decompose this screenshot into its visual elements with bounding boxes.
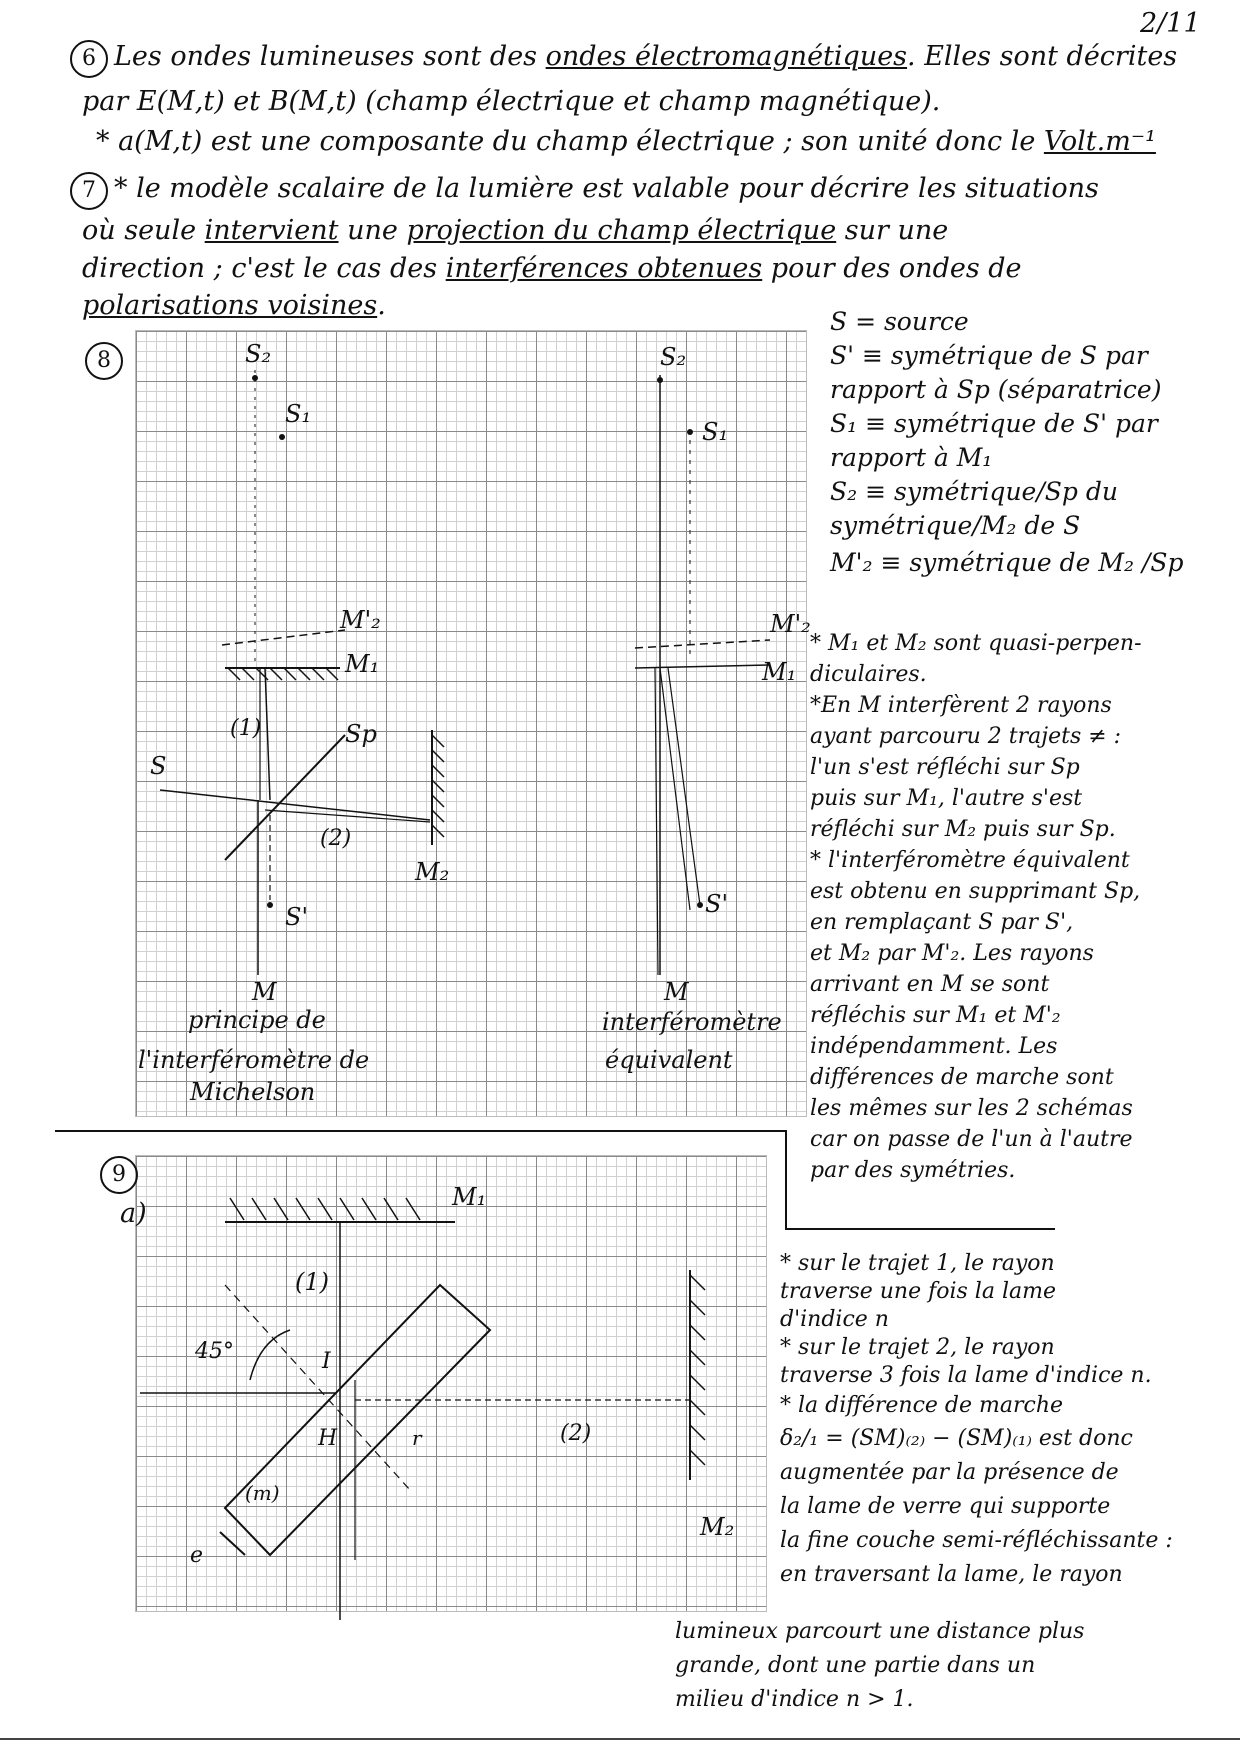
q9-angle-arc — [250, 1330, 290, 1380]
q9-normal-dashed — [225, 1285, 410, 1490]
q9-note-line: en traversant la lame, le rayon — [780, 1562, 1123, 1587]
q6-line1-a: Les ondes lumineuses sont des — [114, 41, 546, 72]
label-m-right: M — [664, 978, 689, 1006]
note-line: les mêmes sur les 2 schémas — [810, 1096, 1133, 1121]
q7-line4-b: . — [377, 290, 386, 321]
note-line: différences de marche sont — [810, 1065, 1114, 1090]
note-line: arrivant en M se sont — [810, 972, 1050, 997]
note-line: indépendamment. Les — [810, 1034, 1058, 1059]
q9-label-m2: M₂ — [700, 1513, 735, 1541]
def-line: S₂ ≡ symétrique/Sp du — [830, 477, 1118, 506]
q9-note-line: la lame de verre qui supporte — [780, 1494, 1111, 1519]
note-line: par des symétries. — [810, 1158, 1016, 1183]
q6-line3-a: * a(M,t) est une composante du champ électrique ; son unité donc le — [96, 126, 1044, 157]
q6-number: 6 — [70, 40, 108, 78]
q9-number-circle: 9 — [100, 1156, 138, 1194]
q9-note-line: * la différence de marche — [780, 1393, 1064, 1418]
label-s2-left: S₂ — [245, 340, 272, 368]
q7-line2-ul1: intervient — [204, 215, 339, 246]
label-s1-left: S₁ — [285, 400, 312, 428]
q9-bottom-line: lumineux parcourt une distance plus — [675, 1619, 1085, 1644]
q9-note-line: δ₂/₁ = (SM)₍₂₎ − (SM)₍₁₎ est donc — [780, 1426, 1133, 1451]
q7-line1-text: * le modèle scalaire de la lumière est valable pour décrire les situations — [114, 173, 1099, 204]
q9-mirror-m1-hatch — [230, 1198, 420, 1220]
q9-label-m1: M₁ — [452, 1183, 487, 1211]
q6-line1-ul: ondes électromagnétiques — [545, 41, 908, 72]
q8-number-circle: 8 — [85, 342, 123, 380]
note-line: et M₂ par M'₂. Les rayons — [810, 941, 1094, 966]
q9-note-line: la fine couche semi-réfléchissante : — [780, 1528, 1173, 1553]
label-s1-right: S₁ — [702, 418, 729, 446]
q7-line3-ul: interférences obtenues — [445, 253, 763, 284]
q9-label-h: H — [318, 1426, 338, 1451]
label-s2-right: S₂ — [660, 343, 687, 371]
q9-note-line: * sur le trajet 1, le rayon — [780, 1251, 1055, 1276]
q9-label-r: r — [412, 1426, 422, 1450]
label-m2p-left: M'₂ — [340, 606, 381, 634]
q6-line1-b: . Elles sont décrites — [907, 41, 1178, 72]
q9-label-r1: (1) — [295, 1268, 329, 1296]
label-m2-left: M₂ — [415, 858, 450, 886]
q9-note-line: d'indice n — [780, 1307, 889, 1332]
q9-note-line: * sur le trajet 2, le rayon — [780, 1335, 1055, 1360]
q7-line4-ul: polarisations voisines — [82, 290, 378, 321]
label-m-left: M — [252, 978, 277, 1006]
q9-part: a) — [120, 1198, 147, 1229]
note-line: * l'interféromètre équivalent — [810, 848, 1130, 873]
label-m2p-right: M'₂ — [770, 610, 811, 638]
label-sp-left: Sp — [345, 720, 377, 748]
caption-right-2: équivalent — [605, 1046, 733, 1074]
q9-bottom-line: grande, dont une partie dans un — [675, 1653, 1036, 1678]
label-sprime-left: S' — [285, 903, 309, 931]
page-number: 2/11 — [1140, 8, 1201, 39]
def-line: S = source — [830, 307, 969, 336]
note-line: réfléchis sur M₁ et M'₂ — [810, 1003, 1061, 1028]
q9-label-angle: 45° — [195, 1339, 234, 1364]
q7-line2-a: où seule — [82, 215, 205, 246]
q9-bottom-line: milieu d'indice n > 1. — [675, 1687, 914, 1712]
q7-line3-a: direction ; c'est le cas des — [82, 253, 446, 284]
label-m1-left: M₁ — [345, 650, 380, 678]
label-r2-left: (2) — [320, 826, 352, 851]
def-line: S' ≡ symétrique de S par — [830, 341, 1148, 370]
q7-line2-c: sur une — [836, 215, 949, 246]
q9-notes — [780, 1250, 1230, 1592]
q7-number: 7 — [70, 172, 108, 210]
caption-left-1: principe de — [188, 1006, 326, 1034]
note-line: puis sur M₁, l'autre s'est — [810, 786, 1083, 811]
note-line: est obtenu en supprimant Sp, — [810, 879, 1141, 904]
label-sprime-right: S' — [705, 890, 729, 918]
q9-note-line: traverse 3 fois la lame d'indice n. — [780, 1363, 1152, 1388]
q9-mirror-m2-hatch — [690, 1275, 705, 1465]
q9-label-r2: (2) — [560, 1421, 592, 1446]
note-line: ayant parcouru 2 trajets ≠ : — [810, 724, 1122, 749]
q6-line2: par E(M,t) et B(M,t) (champ électrique et champ magnétique). — [82, 86, 941, 117]
note-line: car on passe de l'un à l'autre — [810, 1127, 1133, 1152]
label-s-left: S — [150, 752, 167, 780]
def-line: M'₂ ≡ symétrique de M₂ /Sp — [830, 548, 1184, 577]
note-line: diculaires. — [810, 662, 927, 687]
label-m1-right: M₁ — [762, 658, 797, 686]
caption-right-1: interféromètre — [602, 1008, 782, 1036]
q9-note-line: traverse une fois la lame — [780, 1279, 1056, 1304]
label-r1-left: (1) — [230, 716, 262, 741]
def-line: S₁ ≡ symétrique de S' par — [830, 409, 1158, 438]
note-line: * M₁ et M₂ sont quasi-perpen- — [810, 631, 1142, 656]
caption-left-3: Michelson — [190, 1078, 316, 1106]
bottom-scan-line — [0, 1738, 1240, 1740]
caption-left-2: l'interféromètre de — [138, 1046, 370, 1074]
q7-line3-b: pour des ondes de — [762, 253, 1022, 284]
note-line: en remplaçant S par S', — [810, 910, 1074, 935]
def-line: symétrique/M₂ de S — [830, 511, 1081, 540]
q7-line2-b: une — [338, 215, 407, 246]
q9-note-line: augmentée par la présence de — [780, 1460, 1119, 1485]
def-line: rapport à Sp (séparatrice) — [830, 375, 1162, 404]
q9-thickness-arrow — [220, 1532, 245, 1555]
q9-label-i: I — [322, 1349, 331, 1374]
q9-label-e: e — [190, 1543, 204, 1568]
note-line: réfléchi sur M₂ puis sur Sp. — [810, 817, 1116, 842]
note-line: *En M interfèrent 2 rayons — [810, 693, 1112, 718]
q9-glass-plate — [225, 1285, 490, 1555]
q6-line3-ul: Volt.m⁻¹ — [1043, 126, 1156, 157]
q9-bottom-notes — [675, 1615, 1195, 1717]
def-line: rapport à M₁ — [830, 443, 993, 472]
q9-label-m: (m) — [245, 1481, 280, 1505]
q7-line2-ul2: projection du champ électrique — [406, 215, 837, 246]
note-line: l'un s'est réfléchi sur Sp — [810, 755, 1080, 780]
